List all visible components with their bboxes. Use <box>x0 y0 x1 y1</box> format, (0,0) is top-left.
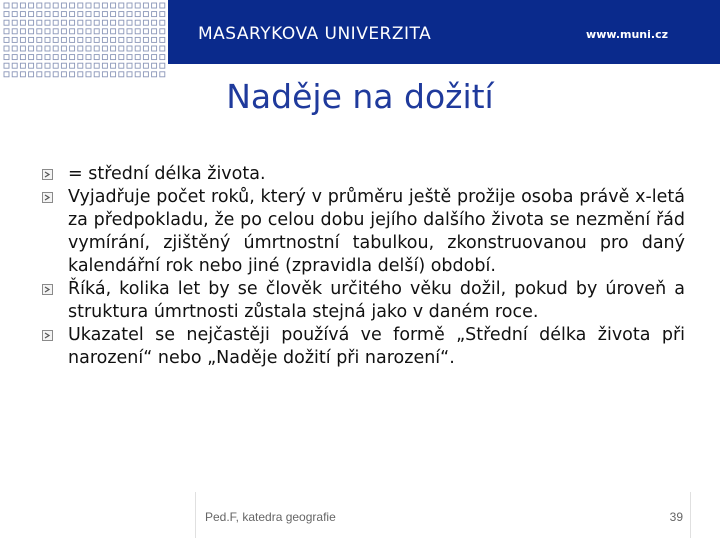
bullet-square-icon <box>42 169 53 180</box>
bullet-item <box>40 163 685 186</box>
bullet-list <box>40 163 685 370</box>
bullet-text: Říká, kolika let by se člověk určitého věku dožil, pokud by úroveň a struktura úmrtnosti zůstala stejná jako v daném roce. <box>68 279 685 322</box>
university-name: MASARYKOVA UNIVERZITA <box>198 24 432 44</box>
bullet-text: = střední délka života. <box>68 164 266 184</box>
footer-divider-left <box>195 492 196 538</box>
slide-title: Naděje na dožití <box>226 77 494 116</box>
university-logo <box>0 0 168 80</box>
footer-divider-right <box>690 492 691 538</box>
bullet-square-icon <box>42 284 53 295</box>
bullet-text: Ukazatel se nejčastěji používá ve formě „Střední délka života při narození“ nebo „Naděje dožití při narození“. <box>68 325 685 368</box>
bullet-text: Vyjadřuje počet roků, který v průměru ještě prožije osoba právě x-letá za předpokladu, že po celou dobu jejího dalšího života se nezmění řád vymírání, zjištěný úmrtnostní tabulkou, zkonstruovanou pro daný kalendářní rok nebo jiné (zpravidla delší) období. <box>68 187 685 276</box>
footer-department: Ped.F, katedra geografie <box>205 510 336 524</box>
page-number: 39 <box>669 510 683 524</box>
bullet-item <box>40 324 685 370</box>
bullet-square-icon <box>42 192 53 203</box>
bullet-square-icon <box>42 330 53 341</box>
bullet-item <box>40 186 685 278</box>
bullet-item <box>40 278 685 324</box>
logo-grid-icon <box>0 0 168 80</box>
website-link[interactable]: www.muni.cz <box>586 28 668 41</box>
